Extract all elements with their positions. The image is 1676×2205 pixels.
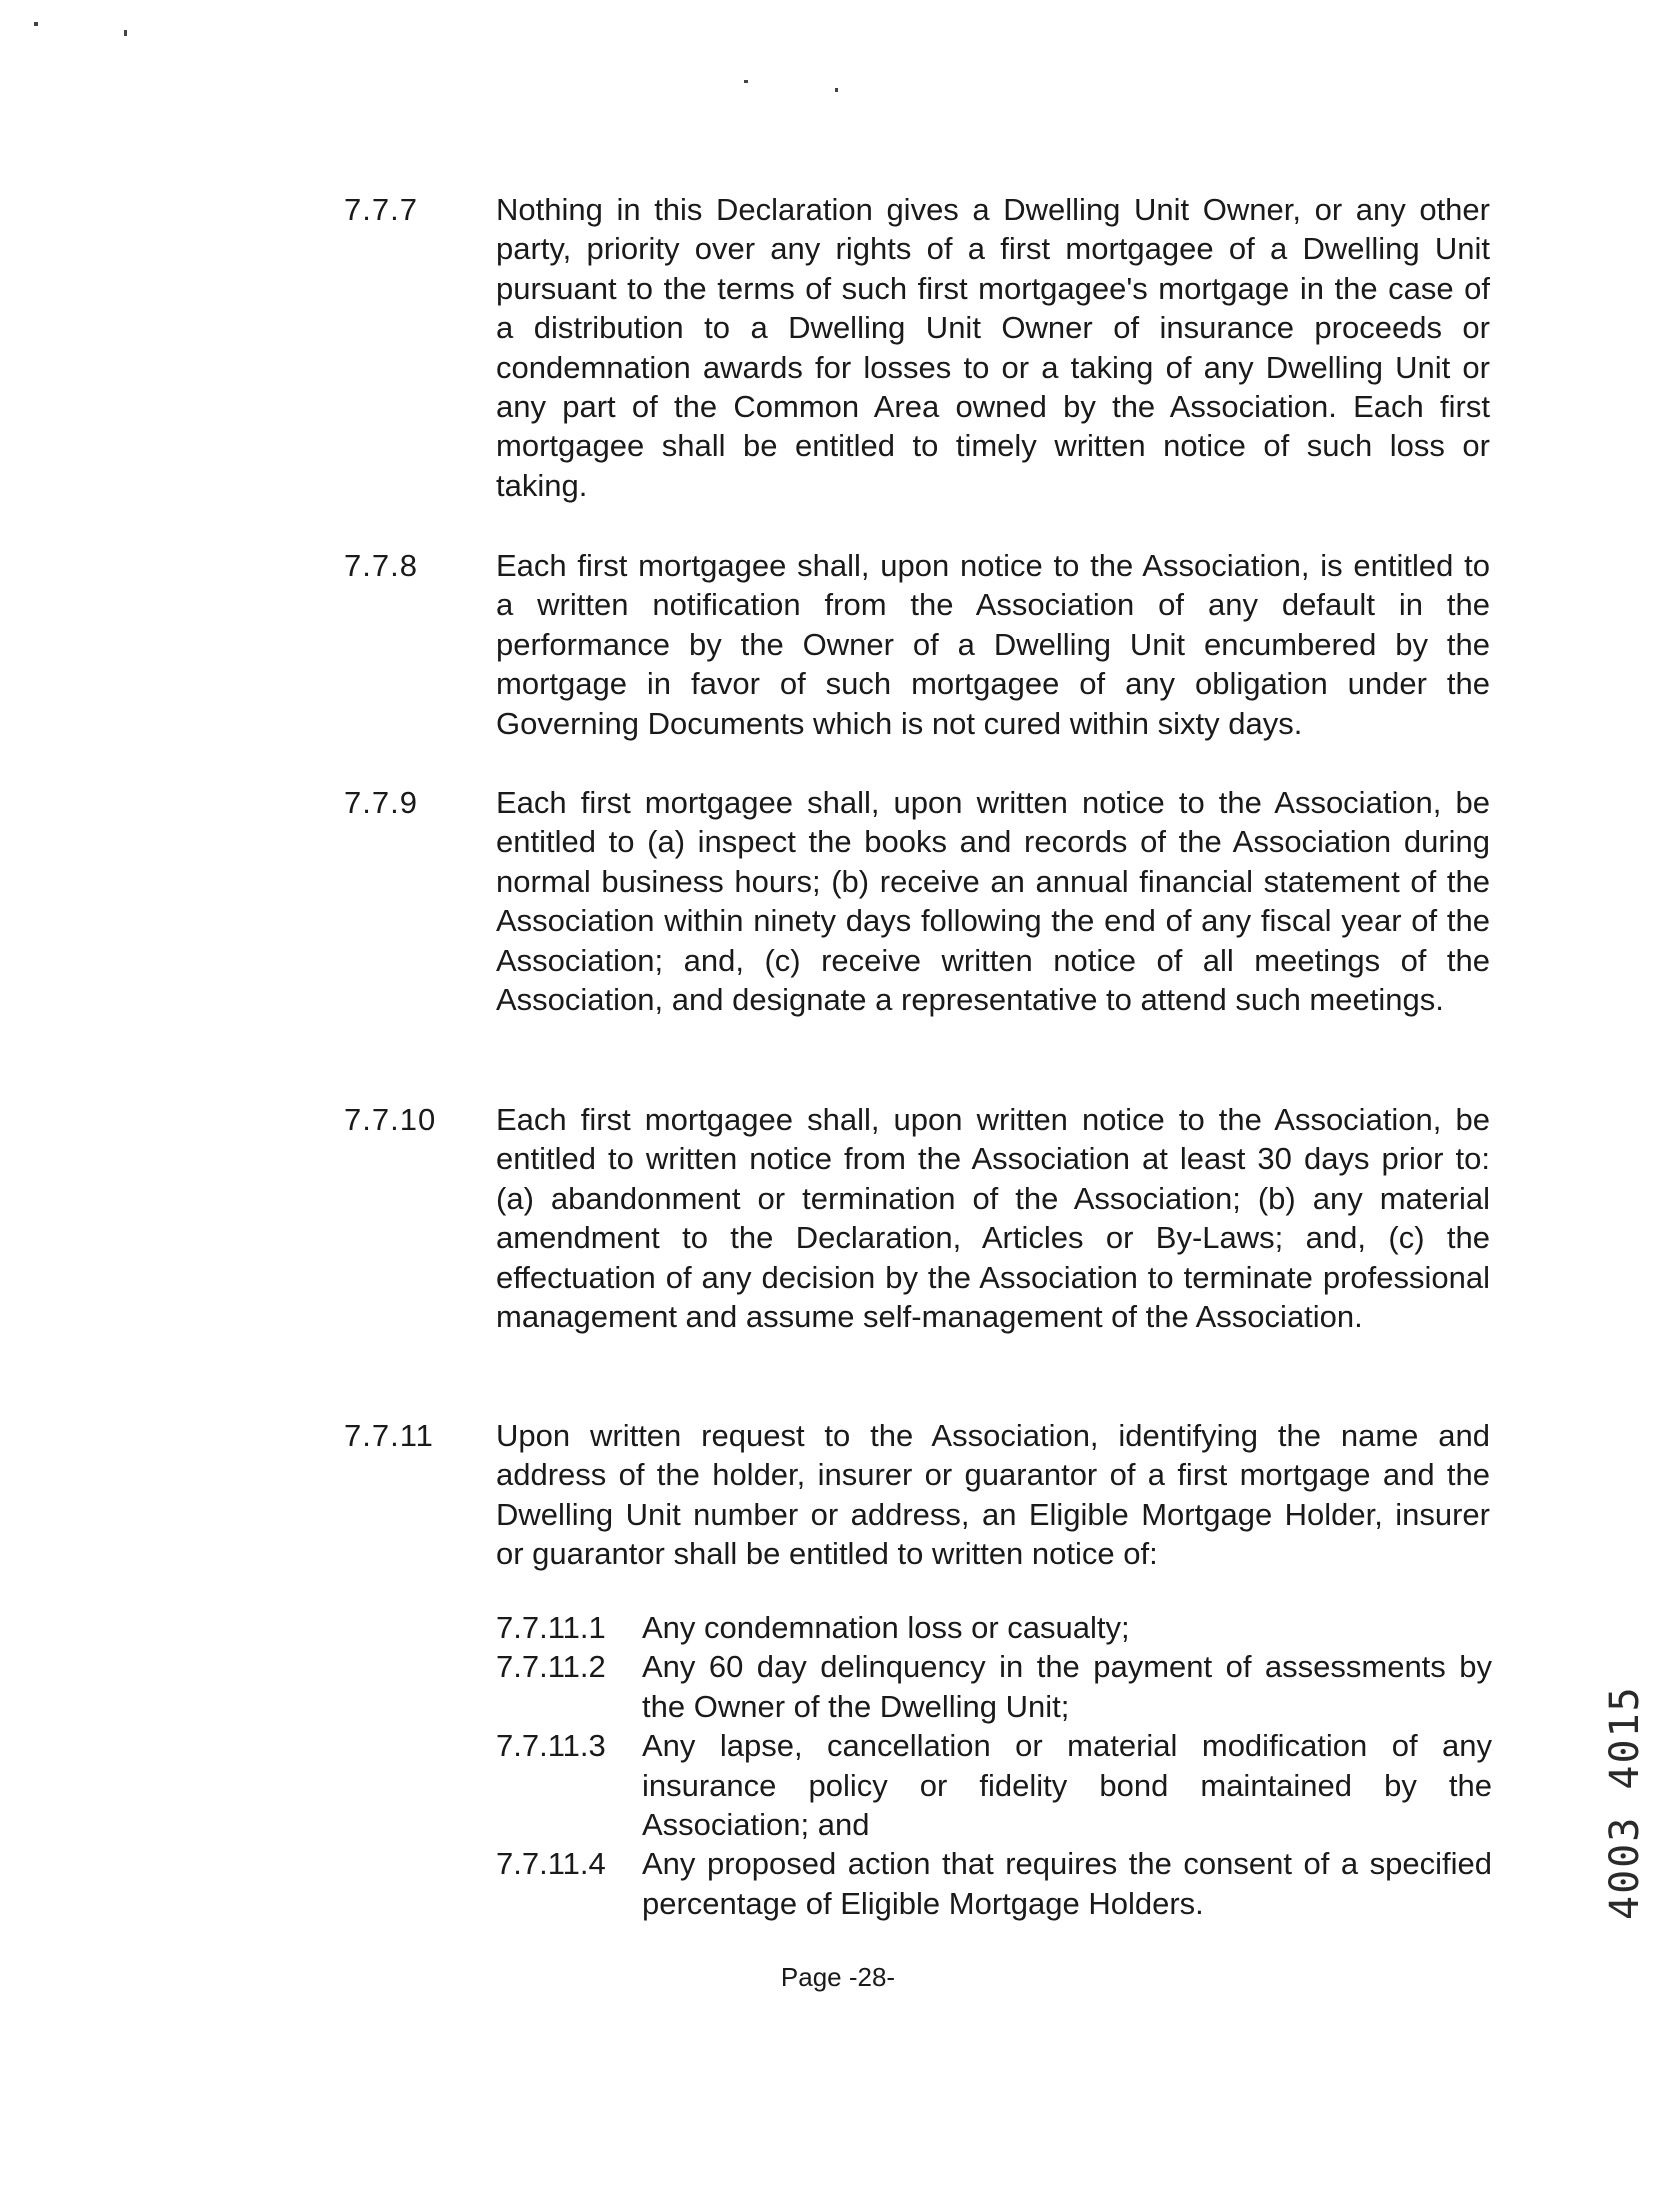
list-item [496, 1608, 1492, 1647]
list-item [496, 1647, 1492, 1726]
section-number: 7.7.10 [344, 1102, 437, 1137]
section-number: 7.7.9 [344, 785, 418, 820]
section-7-7-7 [344, 190, 1494, 510]
section-7-7-8 [344, 546, 1494, 746]
scan-speck [835, 88, 838, 92]
section-text: Each first mortgagee shall, upon notice to the Association, is entitled to a written notification from the Association of any default in the performance by the Owner of a Dwelling Unit encumbered by the mortgage in favor of such mortgagee of any obligation under the Governing Documents which is not cured within sixty days. [496, 548, 1490, 741]
section-number: 7.7.7 [344, 192, 418, 227]
list-item [496, 1844, 1492, 1923]
subsection-number: 7.7.11.2 [496, 1649, 606, 1685]
subsection-number: 7.7.11.1 [496, 1610, 606, 1645]
subsection-text: Any lapse, cancellation or material modification of any insurance policy or fidelity bond maintained by the Association; and [642, 1728, 1492, 1843]
section-7-7-10 [344, 1100, 1494, 1380]
recording-stamp-text: 4003 4015 [1602, 1685, 1648, 1920]
recording-stamp [1593, 1580, 1653, 1920]
section-7-7-9 [344, 783, 1494, 1063]
section-number: 7.7.8 [344, 548, 418, 583]
subsection-number: 7.7.11.3 [496, 1728, 606, 1764]
page-number: Page -28- [780, 1962, 896, 1992]
subsection-text: Any proposed action that requires the consent of a specified percentage of Eligible Mortgage Holders. [642, 1846, 1492, 1921]
list-item [496, 1726, 1492, 1844]
section-number: 7.7.11 [344, 1418, 434, 1453]
scan-speck [124, 30, 127, 36]
section-text: Nothing in this Declaration gives a Dwelling Unit Owner, or any other party, priority over any rights of a first mortgagee of a Dwelling Unit pursuant to the terms of such first mortgagee's mortgage in the case of a distribution to a Dwelling Unit Owner of insurance proceeds or condemnation awards for losses to or a taking of any Dwelling Unit or any part of the Common Area owned by the Association. Each first mortgagee shall be entitled to timely written notice of such loss or taking. [496, 192, 1490, 503]
subsection-text: Any 60 day delinquency in the payment of assessments by the Owner of the Dwelling Unit; [642, 1649, 1492, 1724]
section-7-7-11 [344, 1416, 1494, 1586]
section-text: Upon written request to the Association, identifying the name and address of the holder, insurer or guarantor of a first mortgage and the Dwelling Unit number or address, an Eligible Mortgage Holder, insurer or guarantor shall be entitled to written notice of: [496, 1418, 1490, 1572]
subsection-list [496, 1608, 1492, 1923]
subsection-text: Any condemnation loss or casualty; [642, 1610, 1130, 1645]
section-text: Each first mortgagee shall, upon written notice to the Association, be entitled to written notice from the Association at least 30 days prior to: (a) abandonment or termination of the Association; (b) any material amendment to the Declaration, Articles or By-Laws; and, (c) the effectuation of any decision by the Association to terminate professional management and assume self-management of the Association. [496, 1102, 1490, 1335]
section-text: Each first mortgagee shall, upon written notice to the Association, be entitled to (a) inspect the books and records of the Association during normal business hours; (b) receive an annual financial statement of the Association within ninety days following the end of any fiscal year of the Association; and, (c) receive written notice of all meetings of the Association, and designate a representative to attend such meetings. [496, 785, 1490, 1018]
scan-speck [34, 22, 38, 26]
subsection-number: 7.7.11.4 [496, 1846, 606, 1882]
scan-speck [744, 80, 748, 83]
